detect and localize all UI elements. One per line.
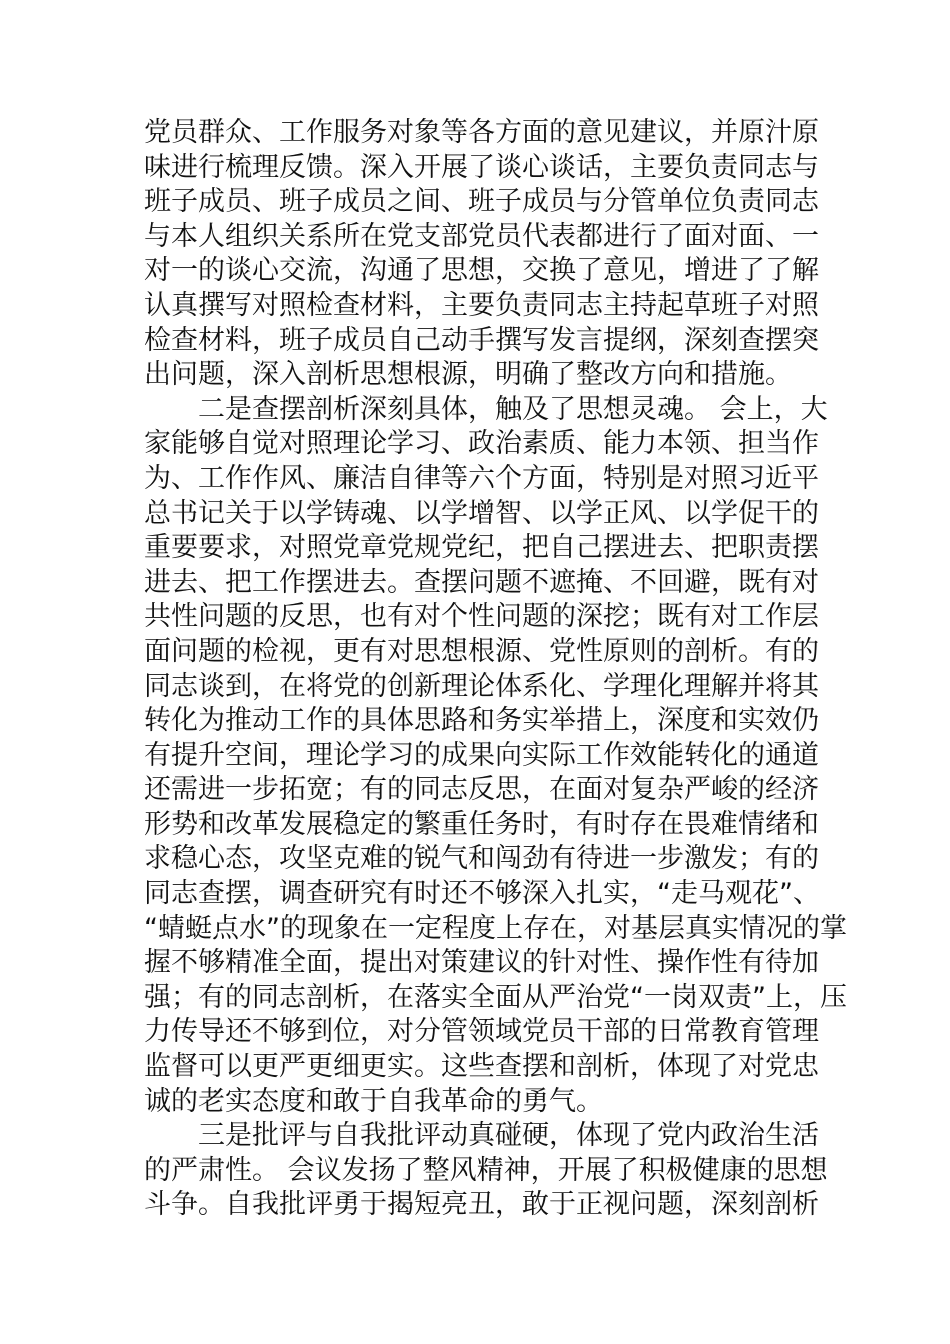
text-line: 同志查摆，调查研究有时还不够深入扎实，“走马观花”、 (144, 878, 820, 910)
text-line: 党员群众、工作服务对象等各方面的意见建议，并原汁原 (144, 117, 819, 148)
text-line: 诚的老实态度和敢于自我革命的勇气。 (144, 1085, 603, 1117)
text-line: 对一的谈心交流，沟通了思想，交换了意见，增进了了解 (144, 255, 819, 287)
text-line: 二是查摆剖析深刻具体，触及了思想灵魂。 会上，大 (144, 393, 828, 425)
text-line: 认真撰写对照检查材料，主要负责同志主持起草班子对照 (144, 289, 819, 321)
text-line: 班子成员、班子成员之间、班子成员与分管单位负责同志 (144, 186, 819, 218)
text-line: 重要要求，对照党章党规党纪，把自己摆进去、把职责摆 (144, 532, 819, 564)
text-line: 三是批评与自我批评动真碰硬，体现了党内政治生活 (144, 1120, 819, 1152)
text-line: 同志谈到，在将党的创新理论体系化、学理化理解并将其 (144, 670, 819, 702)
text-line: 出问题，深入剖析思想根源，明确了整改方向和措施。 (144, 359, 792, 391)
text-line: 有提升空间，理论学习的成果向实际工作效能转化的通道 (144, 739, 819, 771)
text-line: 总书记关于以学铸魂、以学增智、以学正风、以学促干的 (144, 497, 819, 529)
text-line: 形势和改革发展稳定的繁重任务时，有时存在畏难情绪和 (144, 808, 819, 840)
text-line: 求稳心态，攻坚克难的锐气和闯劲有待进一步激发；有的 (144, 843, 819, 875)
text-line: 家能够自觉对照理论学习、政治素质、能力本领、担当作 (144, 428, 819, 460)
text-line: 进去、把工作摆进去。查摆问题不遮掩、不回避，既有对 (144, 566, 819, 598)
text-line: 检查材料，班子成员自己动手撰写发言提纲，深刻查摆突 (144, 324, 819, 356)
text-line: 转化为推动工作的具体思路和务实举措上，深度和实效仍 (144, 705, 819, 737)
text-line: 共性问题的反思，也有对个性问题的深挖；既有对工作层 (144, 601, 819, 633)
text-line: 力传导还不够到位，对分管领域党员干部的日常教育管理 (144, 1016, 819, 1048)
text-line: 面问题的检视，更有对思想根源、党性原则的剖析。有的 (144, 635, 819, 667)
text-line: 味进行梳理反馈。深入开展了谈心谈话，主要负责同志与 (144, 151, 819, 183)
text-line: 为、工作作风、廉洁自律等六个方面，特别是对照习近平 (144, 462, 819, 494)
text-line: 的严肃性。 会议发扬了整风精神，开展了积极健康的思想 (144, 1154, 828, 1186)
text-line: 与本人组织关系所在党支部党员代表都进行了面对面、一 (144, 220, 819, 252)
document-body (144, 116, 847, 1223)
text-line: 监督可以更严更细更实。这些查摆和剖析，体现了对党忠 (144, 1051, 819, 1083)
text-line: 还需进一步拓宽；有的同志反思，在面对复杂严峻的经济 (144, 774, 819, 806)
text-line: 强；有的同志剖析，在落实全面从严治党“一岗双责”上，压 (144, 981, 847, 1013)
text-line: 斗争。自我批评勇于揭短亮丑，敢于正视问题，深刻剖析 (144, 1189, 819, 1221)
text-line: “蜻蜓点水”的现象在一定程度上存在，对基层真实情况的掌 (144, 912, 847, 944)
text-line: 握不够精准全面，提出对策建议的针对性、操作性有待加 (144, 947, 819, 979)
